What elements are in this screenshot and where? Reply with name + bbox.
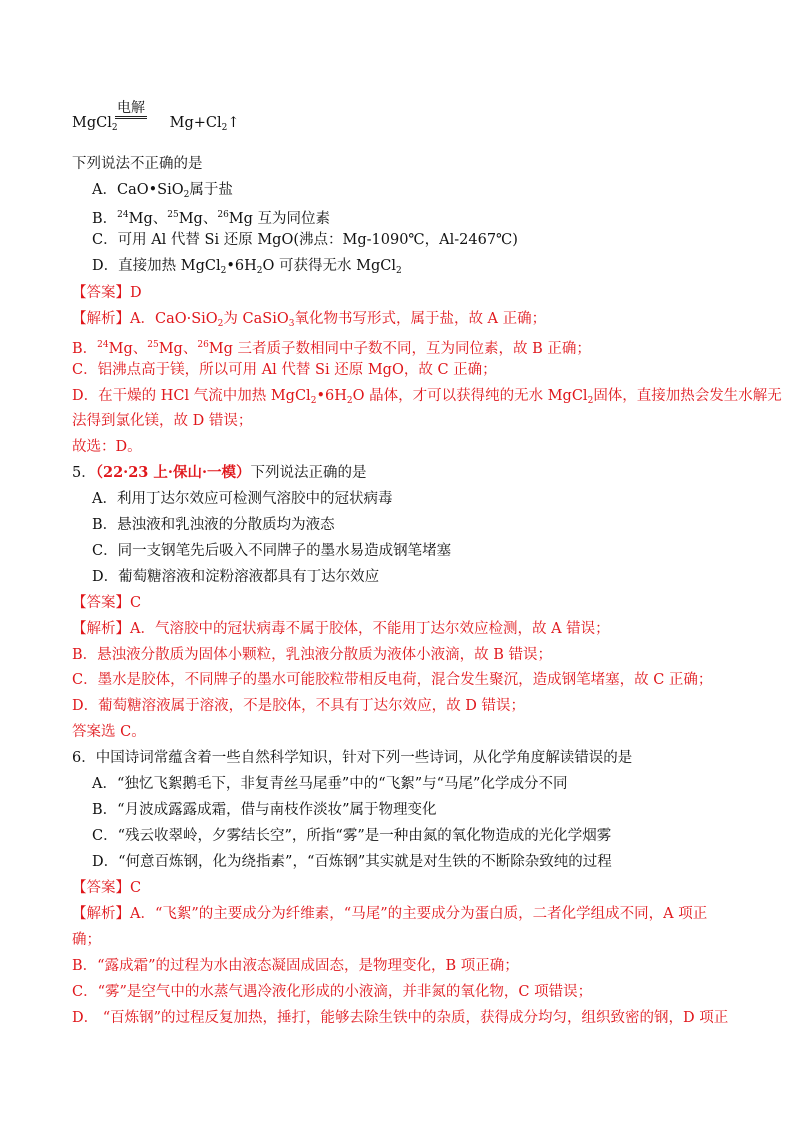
q5-option-a: A．利用丁达尔效应可检测气溶胶中的冠状病毒 — [92, 491, 393, 507]
q5-answer: 【答案】C — [72, 595, 142, 611]
q5-conclusion: 答案选 C。 — [72, 724, 146, 740]
q6-explanation-d: D． “百炼钢”的过程反复加热，捶打，能够去除生铁中的杂质，获得成分均匀，组织致密的钢，D 项正 — [72, 1010, 729, 1026]
q4-explanation-b: B．$^{24}$Mg、$^{25}$Mg、$^{26}$Mg 三者质子数相同中子数不同，互为同位素，故 B 正确； — [72, 340, 591, 357]
q4-answer: 【答案】D — [72, 285, 142, 301]
q6-option-d: D．“何意百炼钢，化为绕指素”，“百炼钢”其实就是对生铁的不断除杂致纯的过程 — [92, 854, 612, 870]
reaction-condition: 电解 — [115, 100, 147, 119]
q5-source: （22·23 上·保山·一模） — [95, 464, 251, 481]
q6-option-c: C．“残云收翠岭，夕雾结长空”，所指“雾”是一种由氮的氧化物造成的光化学烟雾 — [92, 828, 612, 844]
q5-explanation-d: D．葡萄糖溶液属于溶液，不是胶体，不具有丁达尔效应，故 D 错误； — [72, 698, 525, 714]
q4-option-b: B．$^{24}$Mg、$^{25}$Mg、$^{26}$Mg 互为同位素 — [92, 210, 331, 227]
q5-option-b: B．悬浊液和乳浊液的分散质均为液态 — [92, 517, 335, 533]
q6-explanation-c: C．“雾”是空气中的水蒸气遇冷液化形成的小液滴，并非氮的氧化物，C 项错误； — [72, 984, 593, 1000]
q4-option-c: C．可用 Al 代替 Si 还原 MgO(沸点：Mg-1090℃，Al-2467℃) — [92, 232, 518, 248]
q5-explanation-a: 【解析】A．气溶胶中的冠状病毒不属于胶体，不能用丁达尔效应检测，故 A 错误； — [72, 621, 610, 637]
q6-option-b: B．“月波成露露成霜，借与南枝作淡妆”属于物理变化 — [92, 802, 437, 818]
q4-option-d: D．直接加热 $MgCl_2•6H_2O$ 可获得无水 MgCl$_2$ — [92, 258, 402, 276]
q4-explanation-a: 【解析】A．CaO·SiO$_2$为 CaSiO$_3$氧化物书写形式，属于盐，故 A 正确； — [72, 311, 547, 329]
q4-explanation-d: D．在干燥的 HCl 气流中加热 $MgCl_2•6H_2O$ 晶体，才可以获得纯的无水 MgCl$_2$固体，直接加热会发生水解无 — [72, 388, 782, 406]
q4-explanation-c: C．铝沸点高于镁，所以可用 Al 代替 Si 还原 MgO，故 C 正确； — [72, 362, 497, 378]
q5-option-c: C．同一支钢笔先后吸入不同牌子的墨水易造成钢笔堵塞 — [92, 543, 452, 559]
q6-explanation-a: 【解析】A．“飞絮”的主要成分为纤维素，“马尾”的主要成分为蛋白质，二者化学组成不同，A 项正 — [72, 906, 708, 922]
q6-explanation-a-cont: 确； — [72, 932, 101, 948]
q4-option-a: A．CaO•SiO$_2$属于盐 — [92, 182, 233, 200]
electrolysis-equation: MgCl$_2$ $Mg+Cl_2↑$ — [72, 115, 240, 133]
q5-explanation-c: C．墨水是胶体，不同牌子的墨水可能胶粒带相反电荷，混合发生聚沉，造成钢笔堵塞，故 C 正确； — [72, 672, 713, 688]
q4-explanation-d-cont: 法得到氯化镁，故 D 错误； — [72, 413, 253, 429]
q6-stem: 6．中国诗词常蕴含着一些自然科学知识，针对下列一些诗词，从化学角度解读错误的是 — [72, 750, 633, 766]
q5-explanation-b: B．悬浊液分散质为固体小颗粒，乳浊液分散质为液体小液滴，故 B 错误； — [72, 647, 553, 663]
q4-conclusion: 故选：D。 — [72, 439, 142, 455]
q6-option-a: A．“独忆飞絮鹅毛下，非复青丝马尾垂”中的“飞絮”与“马尾”化学成分不同 — [92, 776, 568, 792]
q6-explanation-b: B．“露成霜”的过程为水由液态凝固成固态，是物理变化，B 项正确； — [72, 958, 519, 974]
q5-option-d: D．葡萄糖溶液和淀粉溶液都具有丁达尔效应 — [92, 569, 380, 585]
q5-stem: 5．（22·23 上·保山·一模）下列说法正确的是 — [72, 464, 367, 481]
q4-stem: 下列说法不正确的是 — [72, 156, 203, 172]
q6-answer: 【答案】C — [72, 880, 142, 896]
